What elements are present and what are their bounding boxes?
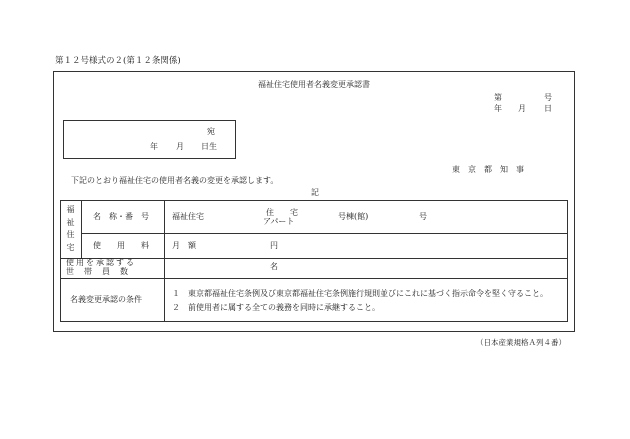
group-label-char: 福	[66, 205, 75, 214]
group-label-char: 宅	[66, 242, 75, 252]
form-number: 第１２号様式の２(第１２条関係)	[55, 56, 181, 66]
doc-date-month: 月	[518, 104, 526, 113]
yen-label: 円	[270, 241, 278, 250]
footer-note: （日本産業規格Ａ列４番）	[476, 338, 566, 347]
household-label-line2: 世 帯 員 数	[66, 267, 129, 276]
birth-year: 年	[150, 142, 158, 151]
group-label-char: 祉	[66, 217, 75, 227]
document-title: 福祉住宅使用者名義変更承認書	[258, 80, 370, 89]
group-label-char: 住	[66, 230, 75, 239]
doc-number-suffix: 号	[544, 93, 552, 102]
ki-heading: 記	[311, 188, 319, 197]
doc-date-year: 年	[494, 104, 502, 113]
birth-month: 月	[176, 142, 184, 151]
addressee-suffix: 宛	[207, 127, 215, 136]
apartment-label: アパート	[263, 217, 295, 226]
intro-text: 下記のとおり福祉住宅の使用者名義の変更を承認します。	[71, 176, 279, 185]
condition-item: １ 東京都福祉住宅条例及び東京都福祉住宅条例施行規則並びにこれに基づく指示命令を堅く守ること。	[172, 289, 548, 298]
number-suffix: 号	[419, 212, 427, 221]
housing-group-label	[60, 204, 81, 254]
persons-label: 名	[270, 262, 278, 271]
housing-type: 福祉住宅	[172, 212, 204, 221]
doc-number-prefix: 第	[494, 93, 502, 102]
condition-item: ２ 前使用者に属する全ての義務を同時に承継すること。	[172, 303, 380, 312]
name-number-label: 名 称・番 号	[93, 212, 149, 221]
monthly-label: 月 額	[172, 241, 196, 250]
building-room-label: 号棟(館)	[338, 212, 369, 221]
addressee-box	[63, 120, 236, 159]
household-label-line1: 使用を承認する	[66, 258, 136, 267]
jutaku-label: 住 宅	[266, 208, 298, 217]
issuer-name: 東 京 都 知 事	[452, 165, 524, 174]
doc-date-day: 日	[544, 104, 552, 113]
conditions-label: 名義変更承認の条件	[70, 295, 142, 304]
birth-day: 日生	[201, 142, 217, 151]
rent-label: 使 用 料	[93, 241, 149, 250]
